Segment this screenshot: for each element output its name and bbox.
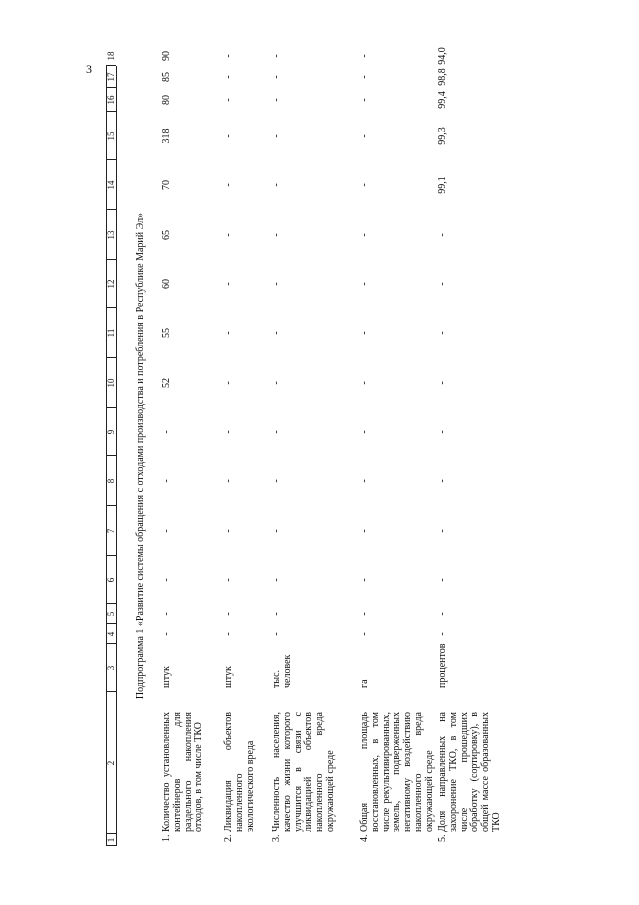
value-cell: -: [223, 98, 234, 102]
value-cell: -: [161, 430, 172, 434]
value-cell: -: [223, 529, 234, 533]
value-cell: -: [223, 54, 234, 58]
column-header-15: 15: [106, 131, 116, 141]
row-number: 5.: [437, 834, 448, 842]
value-cell: -: [271, 381, 282, 385]
value-cell: -: [437, 233, 448, 237]
value-cell: -: [271, 331, 282, 335]
value-cell: -: [437, 381, 448, 385]
value-cell: 65: [161, 230, 172, 240]
indicator-name: Ликвидация объектов накопленного экологического вреда: [223, 712, 256, 832]
value-cell: -: [223, 331, 234, 335]
rotated-table-container: [106, 47, 518, 846]
value-cell: -: [223, 75, 234, 79]
column-header-16: 16: [106, 95, 116, 105]
row-number: 4.: [359, 834, 370, 842]
value-cell: -: [271, 98, 282, 102]
column-header-14: 14: [106, 180, 116, 190]
indicator-name: Доля направленных на захоронение ТКО, в том числе прошедших обработку (сортировку), в общей массе образованных ТКО: [437, 712, 502, 832]
value-cell: -: [223, 479, 234, 483]
value-cell: -: [359, 479, 370, 483]
value-cell: -: [437, 578, 448, 582]
value-cell: 90: [161, 51, 172, 61]
value-cell: -: [223, 612, 234, 616]
value-cell: -: [271, 529, 282, 533]
value-cell: -: [359, 632, 370, 636]
value-cell: -: [223, 183, 234, 187]
value-cell: 60: [161, 279, 172, 289]
unit-of-measure: тыс. человек: [271, 654, 293, 688]
value-cell: -: [271, 430, 282, 434]
unit-of-measure: штук: [161, 666, 172, 688]
column-header-17: 17: [106, 72, 116, 82]
value-cell: 318: [161, 128, 172, 144]
page-number: 3: [86, 62, 92, 76]
value-cell: 99,3: [437, 127, 448, 145]
indicator-name: Общая площадь восстановленных, в том числе рекультивированных, земель, подверженных негативному воздействию накопленного вреда окружающей среде: [359, 712, 435, 832]
column-header-13: 13: [106, 230, 116, 240]
value-cell: 52: [161, 378, 172, 388]
unit-of-measure: га: [359, 679, 370, 688]
value-cell: -: [161, 578, 172, 582]
value-cell: 70: [161, 180, 172, 190]
value-cell: -: [359, 430, 370, 434]
indicators-table: [106, 47, 518, 846]
value-cell: -: [271, 632, 282, 636]
value-cell: -: [223, 578, 234, 582]
row-number: 3.: [271, 834, 282, 842]
column-header-6: 6: [106, 577, 116, 583]
value-cell: 94,0: [437, 47, 448, 65]
value-cell: -: [271, 578, 282, 582]
value-cell: -: [359, 54, 370, 58]
value-cell: -: [161, 529, 172, 533]
value-cell: -: [359, 75, 370, 79]
value-cell: -: [223, 233, 234, 237]
value-cell: -: [437, 331, 448, 335]
column-header-3: 3: [106, 665, 116, 671]
value-cell: -: [223, 632, 234, 636]
value-cell: -: [223, 282, 234, 286]
value-cell: -: [359, 331, 370, 335]
column-header-7: 7: [106, 528, 116, 534]
column-header-8: 8: [106, 478, 116, 484]
value-cell: -: [437, 612, 448, 616]
column-header-11: 11: [106, 328, 116, 338]
value-cell: -: [437, 529, 448, 533]
value-cell: 99,1: [437, 176, 448, 194]
value-cell: 80: [161, 95, 172, 105]
unit-of-measure: процентов: [437, 643, 448, 688]
value-cell: -: [437, 479, 448, 483]
value-cell: -: [437, 282, 448, 286]
column-header-10: 10: [106, 378, 116, 388]
column-header-2: 2: [106, 760, 116, 766]
value-cell: -: [161, 632, 172, 636]
value-cell: -: [223, 134, 234, 138]
value-cell: -: [359, 578, 370, 582]
column-header-4: 4: [106, 631, 116, 637]
indicator-name: Численность населения, качество жизни которого улучшится в связи с ликвидацией объектов накопленного вреда окружающей среде: [271, 712, 336, 832]
value-cell: -: [271, 54, 282, 58]
value-cell: -: [437, 430, 448, 434]
column-header-9: 9: [106, 429, 116, 435]
value-cell: -: [359, 381, 370, 385]
value-cell: -: [359, 612, 370, 616]
column-header-1: 1: [106, 837, 116, 843]
value-cell: -: [359, 134, 370, 138]
value-cell: -: [437, 632, 448, 636]
value-cell: -: [271, 612, 282, 616]
value-cell: -: [223, 430, 234, 434]
value-cell: 55: [161, 328, 172, 338]
value-cell: -: [271, 183, 282, 187]
value-cell: 85: [161, 72, 172, 82]
value-cell: -: [359, 233, 370, 237]
value-cell: -: [271, 233, 282, 237]
subprogram-title: Подпрограмма 1 «Развитие системы обращения с отходами производства и потребления в Республике Марий Эл»: [135, 212, 146, 700]
value-cell: -: [223, 381, 234, 385]
row-number: 1.: [161, 834, 172, 842]
value-cell: -: [271, 75, 282, 79]
column-header-12: 12: [106, 279, 116, 289]
indicator-name: Количество установленных контейнеров для раздельного накопления отходов, в том числе ТКО: [161, 712, 205, 832]
value-cell: 99,4: [437, 91, 448, 109]
header-bottom-rule: [116, 66, 117, 846]
value-cell: -: [271, 134, 282, 138]
value-cell: 98,8: [437, 68, 448, 86]
column-header-5: 5: [106, 611, 116, 617]
value-cell: -: [359, 282, 370, 286]
value-cell: -: [161, 612, 172, 616]
value-cell: -: [271, 282, 282, 286]
value-cell: -: [359, 183, 370, 187]
value-cell: -: [271, 479, 282, 483]
unit-of-measure: штук: [223, 666, 234, 688]
row-number: 2.: [223, 834, 234, 842]
value-cell: -: [359, 529, 370, 533]
column-header-18: 18: [106, 51, 116, 61]
value-cell: -: [161, 479, 172, 483]
value-cell: -: [359, 98, 370, 102]
